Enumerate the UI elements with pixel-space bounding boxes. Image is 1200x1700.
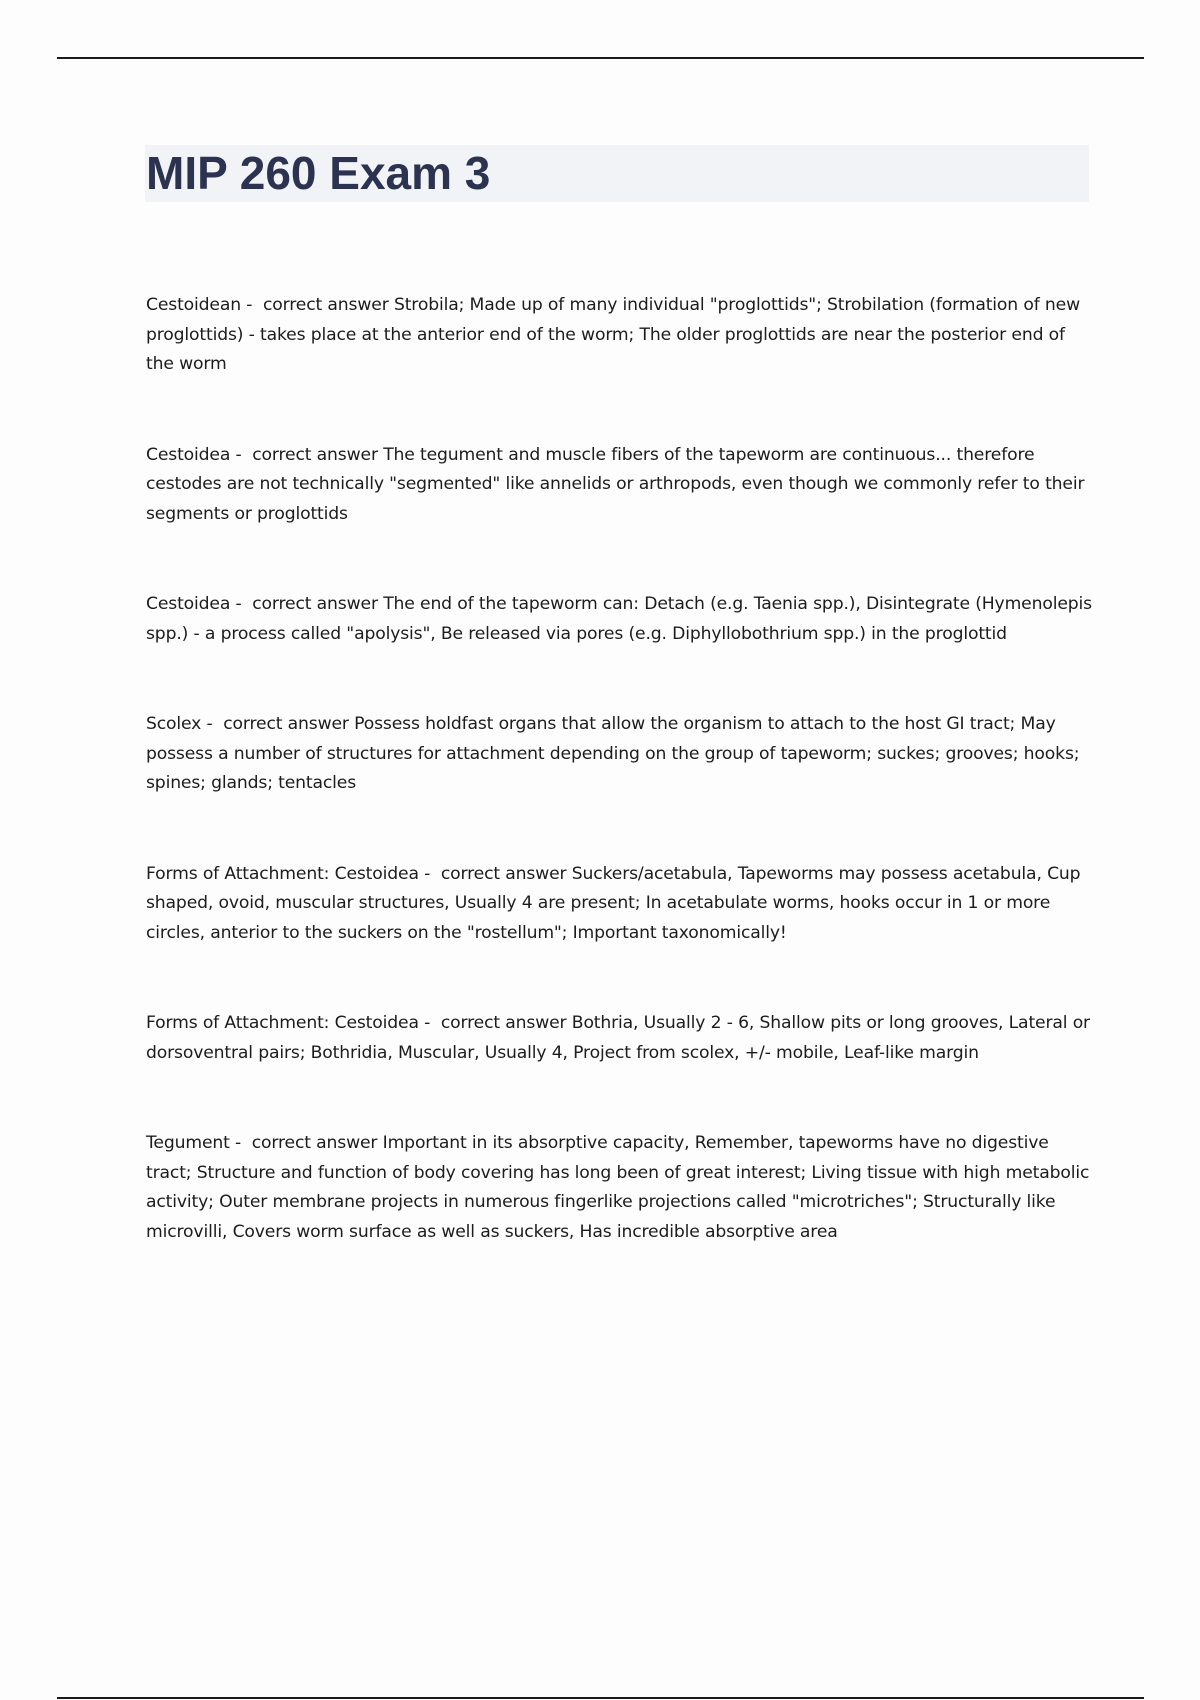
flashcard-entry: Cestoidean - correct answer Strobila; Made up of many individual "proglottids"; Strobilation (formation of new proglottids) - takes place at the anterior end of the worm; The older proglottids are near the posterior end of the worm <box>146 295 1081 374</box>
entry-answer: Suckers/acetabula, Tapeworms may possess acetabula, Cup shaped, ovoid, muscular structures, Usually 4 are present; In acetabulate worms, hooks occur in 1 or more circles, anterior to the suckers on the "rostellum"; Important taxonomically! <box>146 863 1081 943</box>
flashcard-entry: Cestoidea - correct answer The end of the tapeworm can: Detach (e.g. Taenia spp.), Disintegrate (Hymenolepis spp.) - a process called "apolysis", Be released via pores (e.g. Diphyllobothrium spp.) in the proglottid <box>146 594 1092 644</box>
answer-marker: correct answer <box>223 714 349 734</box>
entry-answer: Important in its absorptive capacity, Remember, tapeworms have no digestive tract; Structure and function of body covering has long been of great interest; Living tissue with high metabolic activity; Outer membrane projects in numerous fingerlike projections called "microtriches"; Structurally like microvilli, Covers worm surface as well as suckers, Has incredible absorptive area <box>146 1133 1090 1242</box>
answer-marker: correct answer <box>440 1013 567 1033</box>
flashcard-entry: Forms of Attachment: Cestoidea - correct answer Suckers/acetabula, Tapeworms may possess acetabula, Cup shaped, ovoid, muscular structures, Usually 4 are present; In acetabulate worms, hooks occur in 1 or more circles, anterior to the suckers on the "rostellum"; Important taxonomically! <box>146 863 1081 943</box>
entry-answer: Strobila; Made up of many individual "proglottids"; Strobilation (formation of new proglottids) - takes place at the anterior end of the worm; The older proglottids are near the posterior end of the worm <box>146 295 1081 374</box>
entry-term: Cestoidea <box>146 444 231 465</box>
flashcard-entry: Scolex - correct answer Possess holdfast organs that allow the organism to attach to the host GI tract; May possess a number of structures for attachment depending on the group of tapeworm; suckes; grooves; hooks; spines; glands; tentacles <box>146 714 1080 793</box>
entry-answer: Bothria, Usually 2 - 6, Shallow pits or long grooves, Lateral or dorsoventral pairs; Bothridia, Muscular, Usually 4, Project from scolex, +/- mobile, Leaf-like margin <box>146 1013 1090 1063</box>
answer-marker: correct answer <box>440 863 567 884</box>
header-rule <box>57 57 1144 59</box>
entry-term: Forms of Attachment: Cestoidea <box>146 1013 419 1033</box>
entry-answer: Possess holdfast organs that allow the organism to attach to the host GI tract; May possess a number of structures for attachment depending on the group of tapeworm; suckes; grooves; hooks; spines; glands; tentacles <box>146 714 1080 793</box>
flashcard-list <box>146 291 1096 1308</box>
entry-term: Tegument <box>146 1133 230 1153</box>
entry-term: Scolex <box>146 714 202 734</box>
answer-marker: correct answer <box>252 594 378 614</box>
document-title: MIP 260 Exam 3 <box>146 147 491 199</box>
entry-term: Forms of Attachment: Cestoidea <box>146 863 419 884</box>
entry-answer: The tegument and muscle fibers of the tapeworm are continuous... therefore cestodes are not technically "segmented" like annelids or arthropods, even though we commonly refer to their segments or proglottids <box>146 444 1085 524</box>
footer-rule <box>57 1697 1144 1699</box>
answer-marker: correct answer <box>262 295 389 315</box>
flashcard-entry: Tegument - correct answer Important in its absorptive capacity, Remember, tapeworms have no digestive tract; Structure and function of body covering has long been of great interest; Living tissue with high metabolic activity; Outer membrane projects in numerous fingerlike projections called "microtriches"; Structurally like microvilli, Covers worm surface as well as suckers, Has incredible absorptive area <box>146 1133 1090 1242</box>
entry-answer: The end of the tapeworm can: Detach (e.g. Taenia spp.), Disintegrate (Hymenolepis spp.) - a process called "apolysis", Be released via pores (e.g. Diphyllobothrium spp.) in the proglottid <box>146 594 1092 644</box>
flashcard-entry: Forms of Attachment: Cestoidea - correct answer Bothria, Usually 2 - 6, Shallow pits or long grooves, Lateral or dorsoventral pairs; Bothridia, Muscular, Usually 4, Project from scolex, +/- mobile, Leaf-like margin <box>146 1013 1090 1063</box>
answer-marker: correct answer <box>252 444 378 465</box>
entry-term: Cestoidea <box>146 594 231 614</box>
entry-term: Cestoidean <box>146 295 241 315</box>
flashcard-entry: Cestoidea - correct answer The tegument and muscle fibers of the tapeworm are continuous... therefore cestodes are not technically "segmented" like annelids or arthropods, even though we commonly refer to their segments or proglottids <box>146 444 1085 524</box>
answer-marker: correct answer <box>251 1133 378 1153</box>
